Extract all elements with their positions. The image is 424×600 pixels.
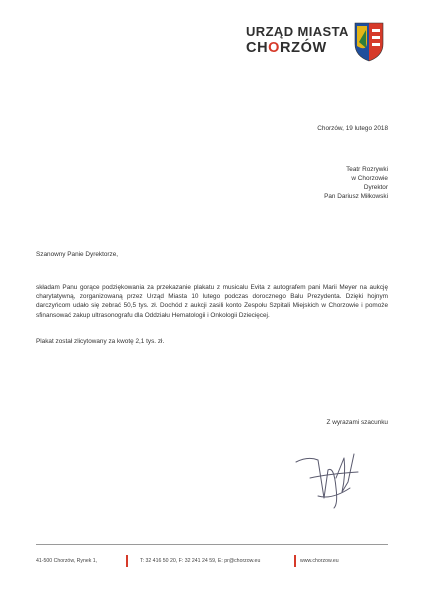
city-crest-icon xyxy=(354,22,384,62)
body-paragraph-1: składam Panu gorące podziękowania za przekazanie plakatu z musicalu Evita z autografem pani Marii Meyer na aukcję charytatywną, zorganizowaną przez Urząd Miasta 10 lutego podczas dorocznego Balu Prezydenta. Dzięki hojnym darczyńcom udało się zebrać 50,5 tys. zł. Dochód z aukcji zasili konto Zespołu Szpitali Miejskich w Chorzowie i pomoże sfinansować zakup ultrasonografu dla Oddziału Hematologii i Onkologii Dziecięcej. xyxy=(36,284,388,319)
logo-line1: URZĄD MIASTA xyxy=(246,24,349,39)
recipient-line-3: Dyrektor xyxy=(363,184,388,191)
salutation: Szanowny Panie Dyrektorze, xyxy=(36,251,119,258)
footer-contact: T: 32 416 50 20, F: 32 241 24 59, E: pr@chorzow.eu xyxy=(140,558,261,564)
logo-line2-c: RZÓW xyxy=(280,40,327,56)
footer-divider xyxy=(36,544,388,545)
logo-line2 xyxy=(246,40,327,56)
footer-separator-1 xyxy=(126,555,128,567)
logo-line2-accent: O xyxy=(268,40,281,56)
city-logo xyxy=(246,22,386,74)
body-paragraph-2: Plakat został zlicytowany za kwotę 2,1 tys. zł. xyxy=(36,338,165,345)
logo-line2-a: CH xyxy=(246,40,269,56)
recipient-line-4: Pan Dariusz Miłkowski xyxy=(324,193,388,200)
recipient-line-2: w Chorzowie xyxy=(351,175,388,182)
recipient-line-1: Teatr Rozrywki xyxy=(346,166,388,173)
footer-separator-2 xyxy=(294,555,296,567)
closing: Z wyrazami szacunku xyxy=(326,419,388,426)
footer-address: 41-500 Chorzów, Rynek 1, xyxy=(36,558,98,564)
letter-date: Chorzów, 19 lutego 2018 xyxy=(317,125,388,132)
handwritten-signature xyxy=(288,448,378,518)
footer-website[interactable]: www.chorzow.eu xyxy=(300,558,339,564)
